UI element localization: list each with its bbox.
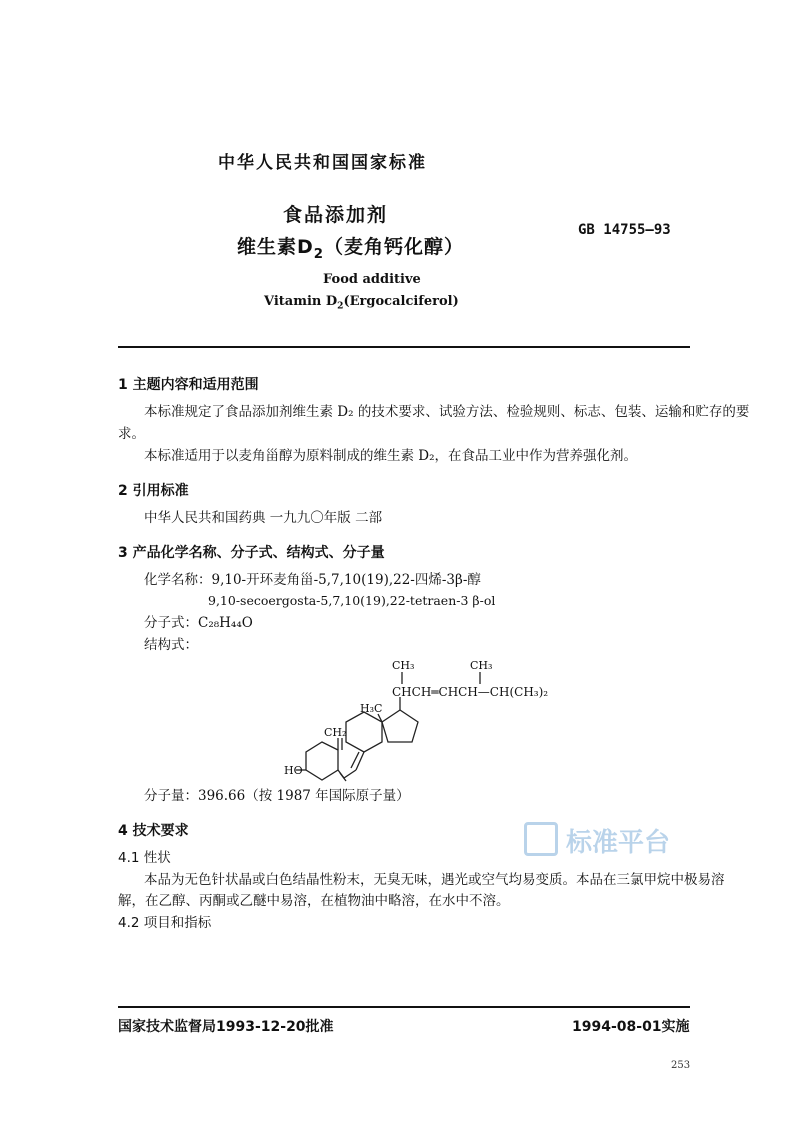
struct-ch3-left: CH₃ [392,659,415,672]
molecular-formula: 分子式：C₂₈H₄₄O [144,615,253,631]
struct-side-chain: CHCH═CHCH—CH(CH₃)₂ [392,685,549,699]
section-4-heading: 4 技术要求 [118,823,189,839]
title-en-line2 [264,294,459,312]
section-1-para1-line1: 本标准规定了食品添加剂维生素 D₂ 的技术要求、试验方法、检验规则、标志、包装、运输和贮存的要 [144,404,750,420]
title-cn-prefix: 维生素D [237,236,314,258]
footer-rule [118,1006,690,1008]
title-en-sub: 2 [337,300,344,312]
header-rule [118,346,690,348]
title-cn-line2 [237,232,464,262]
approval-statement: 国家技术监督局1993-12-20批准 [118,1019,334,1035]
struct-ch3-right: CH₃ [470,659,493,672]
watermark-text: 标准平台 [566,828,671,858]
structural-formula-diagram [280,650,600,785]
chem-name-cn: 化学名称：9,10-开环麦角甾-5,7,10(19),22-四烯-3β-醇 [144,572,481,588]
page-number: 253 [671,1060,691,1071]
section-2-reference: 中华人民共和国药典 一九九〇年版 二部 [144,510,383,526]
struct-ho: HO [284,764,303,777]
implementation-date: 1994-08-01实施 [572,1019,690,1035]
section-4-2-heading: 4.2 项目和指标 [118,915,212,931]
title-cn-sub: 2 [313,246,325,262]
section-1-para1-line2: 求。 [118,426,145,442]
title-cn-line1: 食品添加剂 [283,204,389,226]
section-4-1-heading: 4.1 性状 [118,850,171,866]
title-en-suffix: (Ergocalciferol) [343,294,459,309]
title-en-line1: Food additive [323,272,421,287]
watermark-logo-icon [524,822,558,856]
struct-h3c: H₃C [360,702,383,715]
title-en-prefix: Vitamin D [264,294,338,309]
standard-number: GB 14755—93 [578,222,671,238]
structure-label: 结构式： [144,637,198,653]
standard-category: 中华人民共和国国家标准 [218,153,427,173]
section-1-para2: 本标准适用于以麦角甾醇为原料制成的维生素 D₂，在食品工业中作为营养强化剂。 [144,448,638,464]
section-3-heading: 3 产品化学名称、分子式、结构式、分子量 [118,545,385,561]
chem-name-en: 9,10-secoergosta-5,7,10(19),22-tetraen-3 β-ol [208,593,496,608]
section-1-heading: 1 主题内容和适用范围 [118,377,259,393]
section-4-1-line2: 解，在乙醇、丙酮或乙醚中易溶，在植物油中略溶，在水中不溶。 [118,893,510,909]
title-cn-suffix: （麦角钙化醇） [324,236,465,258]
struct-ch2: CH₂ [324,726,347,739]
molecular-weight: 分子量：396.66（按 1987 年国际原子量） [144,788,410,804]
section-2-heading: 2 引用标准 [118,483,189,499]
section-4-1-line1: 本品为无色针状晶或白色结晶性粉末，无臭无味，遇光或空气均易变质。本品在三氯甲烷中极易溶 [144,872,725,888]
